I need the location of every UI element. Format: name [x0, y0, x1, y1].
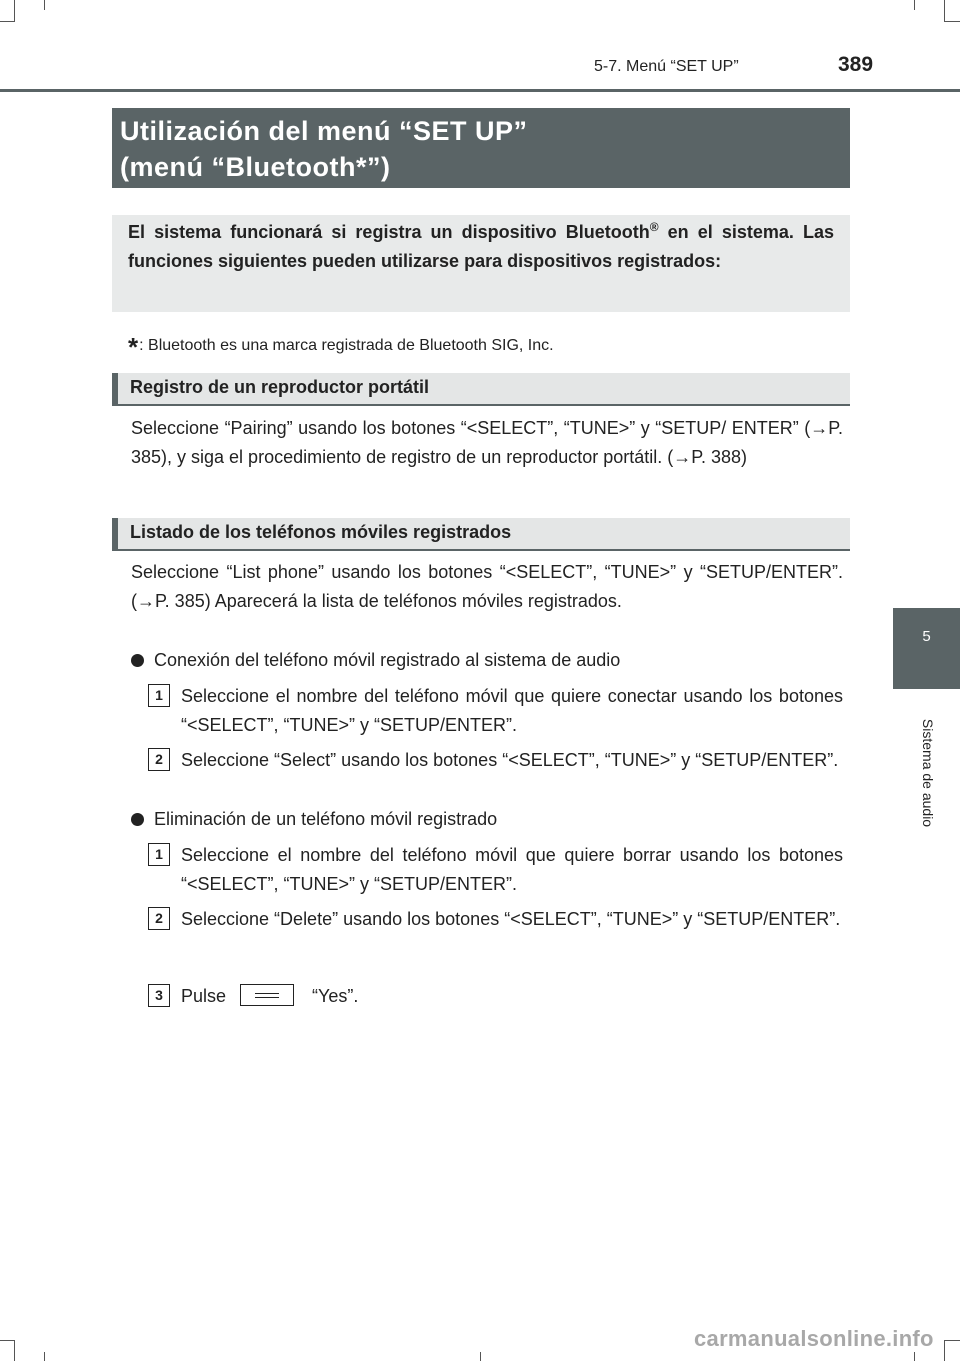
step-number: 3: [148, 984, 170, 1007]
crop-mark: [944, 1340, 945, 1361]
intro-text: [128, 218, 834, 276]
crop-mark: [14, 1340, 15, 1361]
enter-button-icon: [240, 984, 294, 1006]
running-header-section: 5-7. Menú “SET UP”: [594, 58, 739, 75]
section-heading-phone-list: [112, 518, 850, 551]
section-heading-bar: [112, 373, 118, 406]
bullet-icon: [131, 654, 144, 667]
section-heading-text: Listado de los teléfonos móviles registrados: [130, 522, 512, 542]
step-number: 1: [148, 843, 170, 866]
section-body-portable-player: Seleccione “Pairing” usando los botones “<SELECT”, “TUNE>” y “SETUP/ ENTER” (→P. 385), y siga el procedimiento de registro de un reproductor portátil. (→P. 388): [131, 418, 843, 467]
step-text: Seleccione el nombre del teléfono móvil que quiere borrar usando los botones “<SELECT”, “TUNE>” y “SETUP/ENTER”.: [181, 845, 843, 894]
crop-mark: [944, 21, 960, 22]
step-text-before: Pulse: [181, 986, 227, 1006]
bullet-text: Eliminación de un teléfono móvil registrado: [154, 809, 498, 829]
intro-text-before: El sistema funcionará si registra un dispositivo Bluetooth: [128, 222, 650, 242]
section-heading-bar: [112, 518, 118, 551]
crop-mark: [944, 1340, 960, 1341]
crop-mark: [44, 1352, 45, 1361]
page-title-line1: Utilización del menú “SET UP”: [120, 116, 528, 146]
crop-mark: [944, 0, 945, 22]
intro-text-after: en el sistema. Las funciones siguientes pueden utilizarse para dispositivos registrados:: [128, 222, 834, 271]
page-title: [120, 113, 840, 185]
step-number: 2: [148, 907, 170, 930]
crop-mark: [0, 21, 14, 22]
step-text: [181, 982, 843, 1011]
bullet-item: [131, 809, 497, 830]
registered-mark: ®: [649, 220, 659, 234]
crop-mark: [914, 0, 915, 10]
section-body-phone-list: Seleccione “List phone” usando los botones “<SELECT”, “TUNE>” y “SETUP/ENTER”. (→P. 385) Aparecerá la lista de teléfonos móviles registrados.: [131, 562, 843, 611]
step-number: 2: [148, 748, 170, 771]
chapter-label: Sistema de audio: [920, 718, 936, 828]
watermark: carmanualsonline.info: [694, 1326, 934, 1351]
header-rule: [0, 89, 960, 92]
bullet-item: [131, 650, 620, 671]
bullet-text: Conexión del teléfono móvil registrado al sistema de audio: [154, 650, 621, 670]
footnote-marker: *: [128, 332, 139, 362]
crop-mark: [44, 0, 45, 10]
bullet-icon: [131, 813, 144, 826]
crop-mark: [914, 1352, 915, 1361]
chapter-tab: [893, 608, 960, 689]
footnote-text: : Bluetooth es una marca registrada de Bluetooth SIG, Inc.: [139, 337, 554, 354]
page-title-line2: (menú “Bluetooth*”): [120, 152, 391, 182]
step-number: 1: [148, 684, 170, 707]
step-text: Seleccione “Delete” usando los botones “<SELECT”, “TUNE>” y “SETUP/ENTER”.: [181, 909, 841, 929]
step-text-after: “Yes”.: [312, 986, 359, 1006]
chapter-number: 5: [922, 628, 931, 645]
page-number: 389: [838, 53, 874, 76]
footnote: [128, 332, 554, 363]
step-text: Seleccione “Select” usando los botones “<SELECT”, “TUNE>” y “SETUP/ENTER”.: [181, 750, 839, 770]
section-heading-text: Registro de un reproductor portátil: [130, 377, 430, 397]
step-text: Seleccione el nombre del teléfono móvil que quiere conectar usando los botones “<SELECT”, “TUNE>” y “SETUP/ENTER”.: [181, 686, 843, 735]
section-heading-portable-player: [112, 373, 850, 406]
crop-mark: [0, 1340, 14, 1341]
crop-mark: [14, 0, 15, 22]
crop-mark: [480, 1352, 481, 1361]
